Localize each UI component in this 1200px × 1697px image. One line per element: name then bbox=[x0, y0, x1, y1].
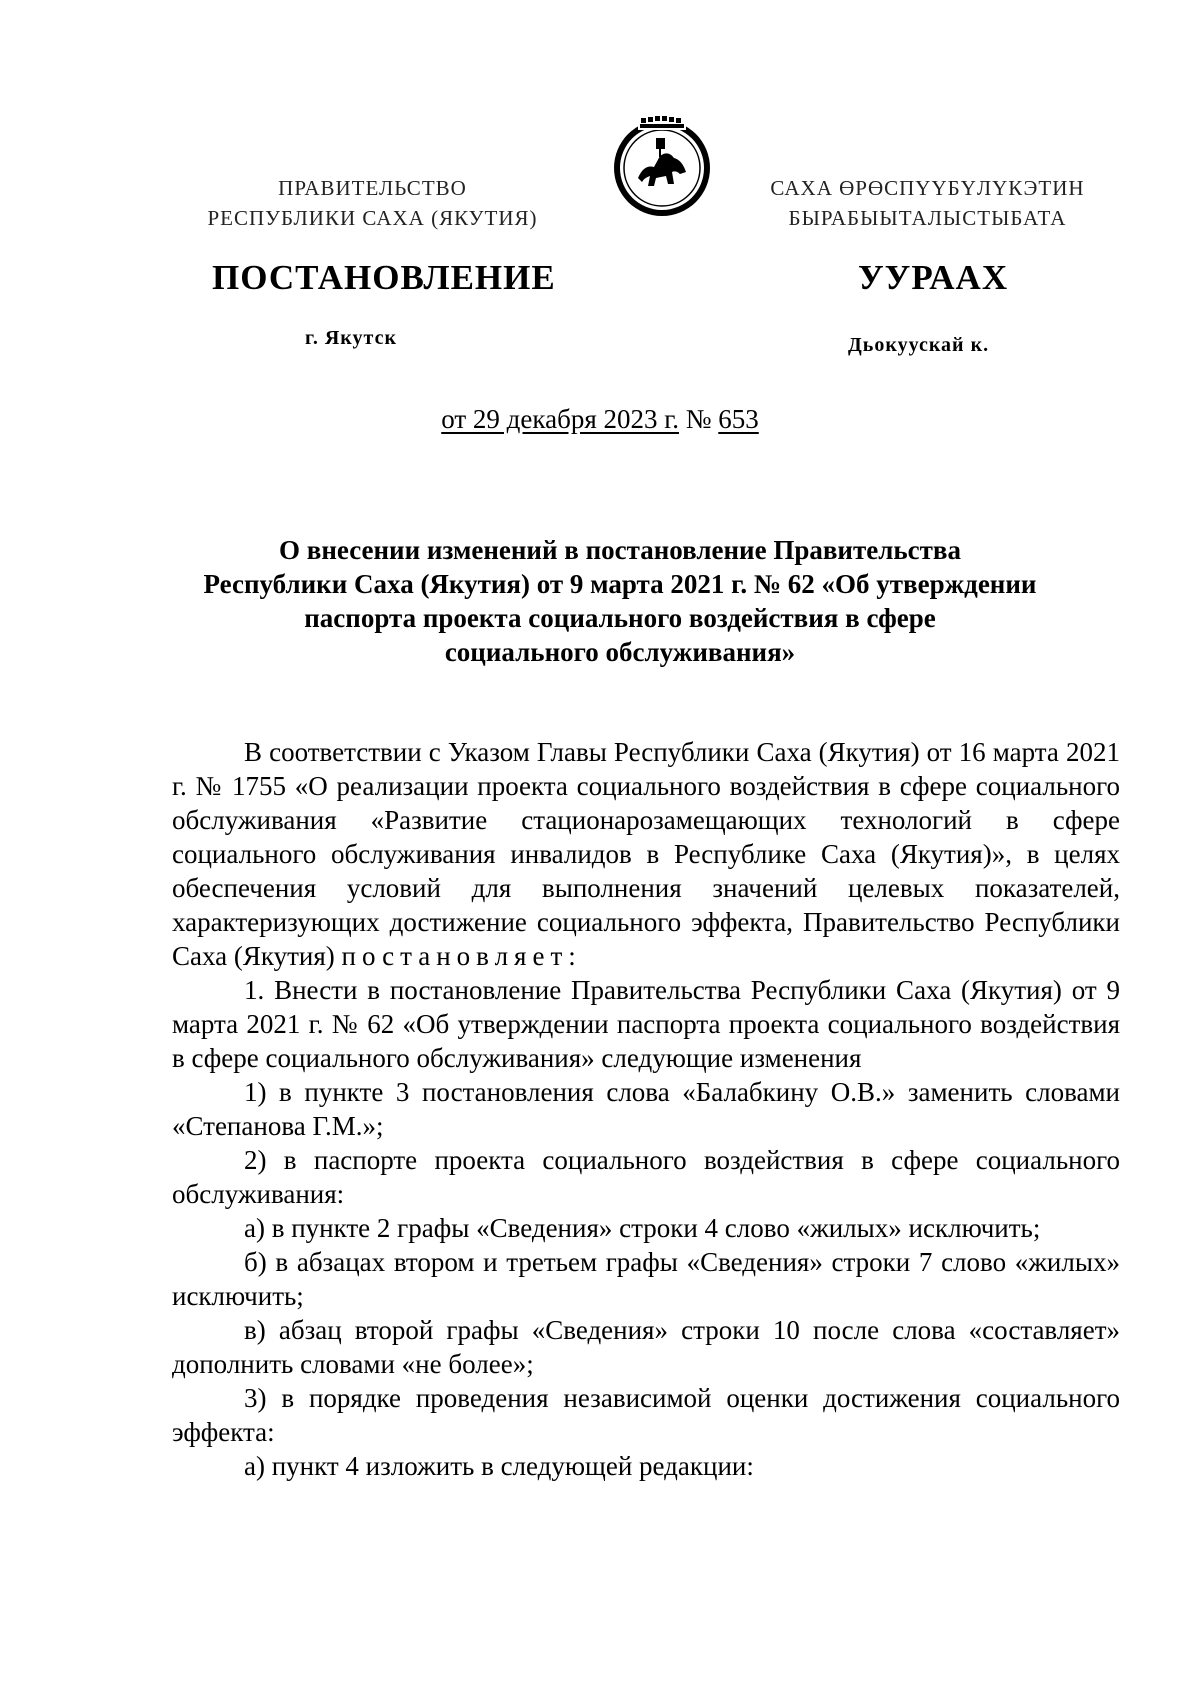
title-line2: Республики Саха (Якутия) от 9 марта 2021 г. № 62 «Об утверждении bbox=[203, 569, 1037, 599]
paragraph-subitem-2a: а) в пункте 2 графы «Сведения» строки 4 слово «жилых» исключить; bbox=[244, 1213, 1041, 1243]
title-line3: паспорта проекта социального воздействия в сфере bbox=[304, 603, 936, 633]
header-left-line2: РЕСПУБЛИКИ САХА (ЯКУТИЯ) bbox=[207, 206, 538, 230]
preamble-verb: постановляет: bbox=[341, 941, 582, 971]
header-right-sah bbox=[745, 173, 1110, 233]
paragraph-subitem-2c: в) абзац второй графы «Сведения» строки 10 после слова «составляет» дополнить словами «не более»; bbox=[172, 1315, 1120, 1379]
decree-date-number bbox=[0, 402, 1200, 436]
paragraph-subitem-3: 3) в порядке проведения независимой оценки достижения социального эффекта: bbox=[172, 1383, 1120, 1447]
document-body bbox=[172, 735, 1120, 1483]
decree-number: 653 bbox=[718, 404, 759, 434]
paragraph-preamble bbox=[172, 735, 1120, 973]
paragraph-subitem-2: 2) в паспорте проекта социального воздействия в сфере социального обслуживания: bbox=[172, 1145, 1120, 1209]
paragraph-item-1: 1. Внести в постановление Правительства Республики Саха (Якутия) от 9 марта 2021 г. № 62 «Об утверждении паспорта проекта социального воздействия в сфере социального обслуживания» следующие изменения bbox=[172, 975, 1120, 1073]
paragraph-subitem-2b: б) в абзацах втором и третьем графы «Сведения» строки 7 слово «жилых» исключить; bbox=[172, 1247, 1120, 1311]
document-title bbox=[160, 533, 1080, 669]
header-right-line2: БЫРАБЫЫТАЛЫСТЫБАТА bbox=[788, 206, 1067, 230]
paragraph-subitem-1: 1) в пункте 3 постановления слова «Балабкину О.В.» заменить словами «Степанова Г.М.»; bbox=[172, 1077, 1120, 1141]
decree-title-ru: ПОСТАНОВЛЕНИЕ bbox=[212, 258, 556, 297]
title-line1: О внесении изменений в постановление Правительства bbox=[279, 535, 961, 565]
header-left-line1: ПРАВИТЕЛЬСТВО bbox=[278, 176, 467, 200]
title-line4: социального обслуживания» bbox=[444, 637, 796, 667]
coat-of-arms-icon bbox=[608, 112, 716, 220]
paragraph-subitem-3a: а) пункт 4 изложить в следующей редакции: bbox=[244, 1451, 754, 1481]
preamble-text: В соответствии с Указом Главы Республики Саха (Якутия) от 16 марта 2021 г. № 1755 «О реализации проекта социального воздействия в сфере социального обслуживания «Развитие стационарозамещающих технологий в сфере социального обслуживания инвалидов в Республике Саха (Якутия)», в целях обеспечения условий для выполнения значений целевых показателей, характеризующих достижение социального эффекта, Правительство Республики Саха (Якутия) bbox=[172, 737, 1120, 971]
number-sign: № bbox=[685, 404, 712, 434]
header-left-ru bbox=[185, 173, 560, 233]
decree-title-sah: УУРААХ bbox=[858, 258, 1009, 297]
city-sah: Дьокуускай к. bbox=[848, 334, 990, 356]
decree-date: от 29 декабря 2023 г. bbox=[441, 404, 680, 434]
city-ru: г. Якутск bbox=[305, 327, 397, 349]
header-right-line1: САХА ӨРӨСПҮҮБҮЛҮКЭТИН bbox=[770, 176, 1085, 200]
